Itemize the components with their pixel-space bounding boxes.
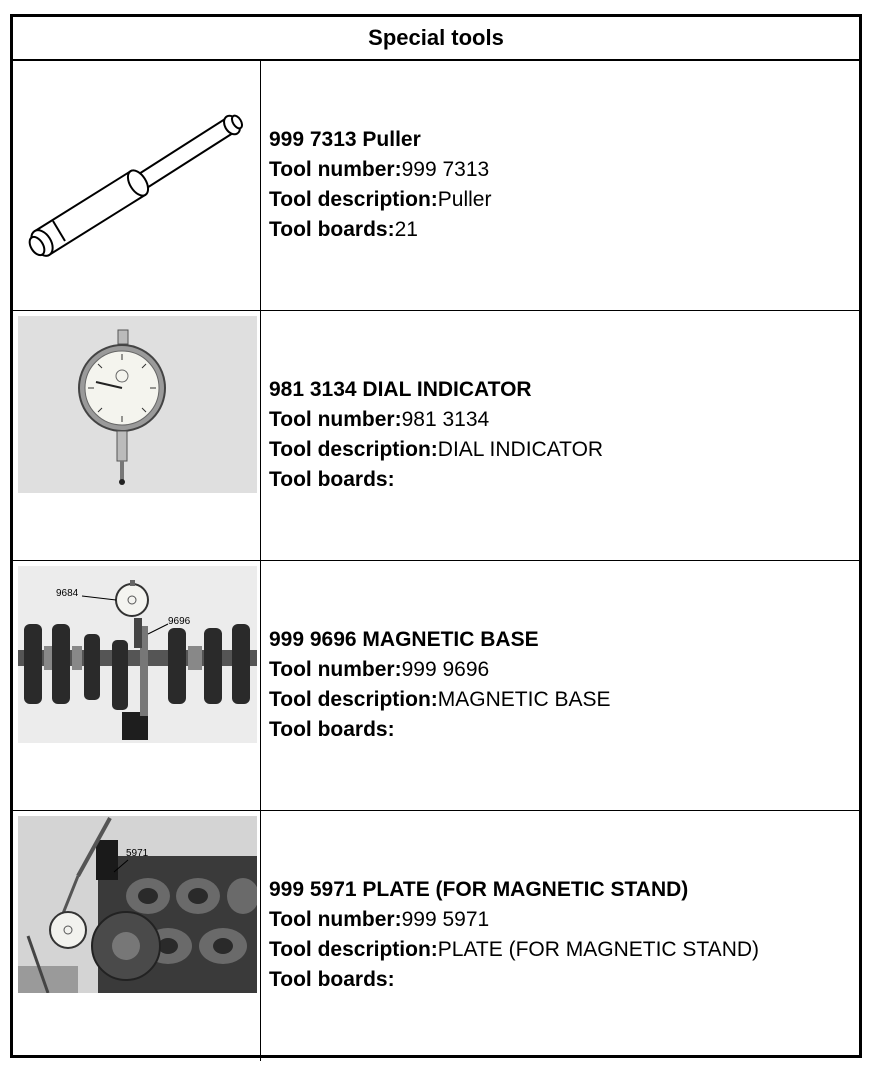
tool-number-label: Tool number: — [269, 658, 402, 681]
tool-number-label: Tool number: — [269, 408, 402, 431]
tool-row — [13, 561, 859, 811]
callout-5971: 5971 — [126, 848, 149, 859]
tool-description-value: MAGNETIC BASE — [437, 688, 611, 711]
tool-description-label: Tool description: — [269, 688, 438, 711]
tool-number-line — [269, 655, 610, 685]
tool-number-value: 999 5971 — [401, 908, 490, 931]
tool-description-label: Tool description: — [269, 438, 438, 461]
tool-number-value: 999 7313 — [401, 158, 490, 181]
tool-description-line — [269, 935, 759, 965]
tool-boards-label: Tool boards: — [269, 218, 395, 241]
tool-row — [13, 61, 859, 311]
tool-row — [13, 311, 859, 561]
tool-number-value: 999 9696 — [401, 658, 490, 681]
tool-description-line — [269, 685, 610, 715]
tool-heading: 999 9696 MAGNETIC BASE — [269, 628, 539, 651]
tool-boards-label: Tool boards: — [269, 968, 395, 991]
tool-boards-value: 21 — [394, 218, 418, 241]
tool-description-line — [269, 185, 491, 215]
plate-photo — [18, 816, 257, 993]
tool-description-value: DIAL INDICATOR — [437, 438, 604, 461]
tool-image-cell — [13, 61, 261, 310]
tool-number-line — [269, 155, 491, 185]
tool-image-cell — [13, 811, 261, 1061]
tool-heading: 999 5971 PLATE (FOR MAGNETIC STAND) — [269, 878, 689, 901]
tool-heading: 981 3134 DIAL INDICATOR — [269, 378, 532, 401]
tool-description-line — [269, 435, 603, 465]
tool-boards-label: Tool boards: — [269, 718, 395, 741]
tool-boards-label: Tool boards: — [269, 468, 395, 491]
magnetic-base-photo — [18, 566, 257, 743]
tool-number-line — [269, 405, 603, 435]
tool-number-label: Tool number: — [269, 158, 402, 181]
tool-info — [269, 875, 759, 995]
puller-icon — [13, 61, 261, 309]
tool-row — [13, 811, 859, 1061]
tool-info — [269, 375, 603, 495]
table-title: Special tools — [13, 17, 859, 61]
tool-number-value: 981 3134 — [401, 408, 490, 431]
tool-description-value: Puller — [437, 188, 492, 211]
tool-number-label: Tool number: — [269, 908, 402, 931]
tool-image-cell — [13, 311, 261, 560]
tool-boards-line — [269, 965, 759, 995]
callout-9696: 9696 — [168, 616, 191, 627]
tool-description-label: Tool description: — [269, 188, 438, 211]
tool-boards-line — [269, 715, 610, 745]
tool-info — [269, 625, 610, 745]
dial-indicator-icon — [18, 316, 257, 493]
special-tools-table — [10, 14, 862, 1058]
tool-heading: 999 7313 Puller — [269, 128, 421, 151]
tool-boards-line — [269, 465, 603, 495]
tool-boards-line — [269, 215, 491, 245]
tool-image-cell — [13, 561, 261, 810]
tool-description-label: Tool description: — [269, 938, 438, 961]
callout-9684: 9684 — [56, 588, 79, 599]
tool-number-line — [269, 905, 759, 935]
tool-info — [269, 125, 491, 245]
tool-description-value: PLATE (FOR MAGNETIC STAND) — [437, 938, 760, 961]
